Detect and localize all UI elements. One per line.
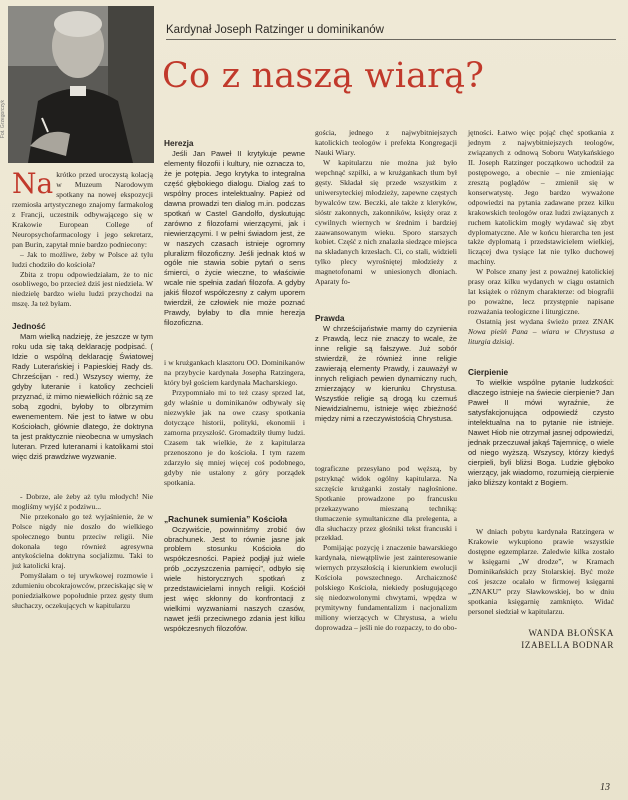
dropcap: Na [12, 167, 54, 200]
sidebar-box [12, 321, 153, 461]
paragraph: i w krużgankach klasztoru OO. Dominikanów na przybycie kardynała Josepha Ratzingera, który był gościem kardynała Macharskiego. [164, 358, 305, 388]
paragraph: W kapitularzu nie można już było wepchnąć szpilki, a w krużgankach tłum był gęsty. Składał się przede wszystkim z uniwersyteckiej młodzieży, zapewne częstych bywalców tzw. Beczki, ale także z kleryków, sióstr zakonnych, zakonników, księży oraz z cywilnych wiernych w średnim i bardziej zaawansowanym wieku. Sporo starszych kobiet. Część z nich znalazła siedzące miejsca na składanych krzesłach. Ci, co stali, widzieli tylko plecy wyrośniętej młodzieży z magnetofonami w uniesionych dłoniach. Aparaty fo- [315, 157, 457, 287]
paragraph: Pomyślałam o tej urywkowej rozmowie i zdumieniu obcokrajowców, przeciskając się w poniedziałkowe popołudnie przez gęsty tłum słuchaczy, oczekujących w kapitularzu [12, 571, 153, 611]
paragraph: - Dobrze, ale żeby aż tylu młodych! Nie mogliśmy wyjść z podziwu... [12, 491, 153, 511]
column-3 [315, 128, 457, 633]
paragraph: krótko przed uroczystą kolacją w Muzeum Narodowym spotkany na nowej ekspozycji rzemiosła artystycznego znajomy farmakolog z Francji, uczestnik odbywającego się w Krakowie European College of Neuropsychofarmacology i jego sekretarz, pan Burin, zapytał mnie bardzo podniecony: [12, 170, 153, 249]
author-signature: IZABELLA BODNAR [521, 640, 614, 651]
subheading: Herezja [164, 138, 194, 148]
column-2 [164, 128, 305, 634]
paragraph: Oczywiście, powinniśmy zrobić ów obrachunek. Jest to równie jasne jak problem stosunku Kościoła do współczesności. Papież podjął już wiele prób „oczyszczenia pamięci”, odbyło się wiele historycznych spotkań z przedstawicielami innych religii. Kościół jest więc skłonny do konfrontacji z wielkimi wyzwaniami naszych czasów, nawet jeśli przeciwnego zdania jest kilku współczesnych filozofów. [164, 524, 305, 634]
paragraph: W Polsce znany jest z poważnej katolickiej prasy oraz kilku wydanych w ciągu ostatnich lat książek o różnym charakterze: od biografii po poważne, lecz przystępnie napisane rozważania teologiczne i liturgiczne. [468, 267, 614, 317]
paragraph: tograficzne przesyłano pod węższą, by pstryknąć widok ogólny kapitularza. Na szczęście krużganki zostały nagłośnione. Spotkanie prowadzone po francusku przekazywano mieszaną techniką: tłumaczenie symultaniczne dla prelegenta, a dla słuchaczy przez głośniki tekst francuski i przekład. [315, 463, 457, 543]
portrait-image [8, 6, 154, 163]
book-title: Nowa pieśń Pana – wiara w Chrystusa a liturgia dzisiaj [468, 327, 614, 347]
paragraph: Zbita z tropu odpowiedziałam, że to nic osobliwego, bo przecież dziś jest niedziela. W niedzielę bardzo wielu ludzi przychodzi na mszę. Ja też byłam. [12, 269, 153, 309]
subheading: „Rachunek sumienia” Kościoła [164, 513, 288, 524]
paragraph: W dniach pobytu kardynała Ratzingera w Krakowie wykupiono prawie wszystkie dostępne egzemplarze. Zaledwie kilka zostało w księgarni „W drodze”, w Kramach Dominikańskich przy Stolarskiej. Być może coś jeszcze ocalało w firmowej księgarni „ZNAKU” przy Sławkowskiej, bo w dniu spotkania księgarnię zamknięto. Widać personel siedział w kapitularzu. [468, 527, 614, 617]
article-headline: Co z naszą wiarą? [162, 56, 485, 96]
subheading: Jedność [12, 321, 46, 332]
article-kicker: Kardynał Joseph Ratzinger u dominikanów [166, 24, 616, 40]
paragraph: Jeśli Jan Paweł II krytykuje pewne elementy filozofii i kultury, nie oznacza to, że je potępia. Jego krytyka to integralna część głębokiego dialogu. Dialog zaś to wspólny proces intelektualny. Papież od dawna prowadzi ten dialog m.in. podczas spotkań w Castel Gandolfo, dyskutując zarówno z filozofami wierzącymi, jak i niewierzącymi. I w pełni świadom jest, że w naszych czasach istnieje ogromny pluralizm filozoficzny. Jeśli jednak ktoś w ogóle nie stawia sobie pytań o sens śmierci, o życie wieczne, to właściwie wcale nie spełnia zadań filozofa. A gdyby jakiś filozof współczesny z całym uporem twierdził, że człowiek nie może poznać Prawdy, byłaby to dla mnie herezja filozoficzna. [164, 149, 305, 328]
page-number: 13 [600, 782, 610, 793]
paragraph: W chrześcijaństwie mamy do czynienia z Prawdą, lecz nie znaczy to wcale, że inne religie są fałszywe. Już sobór stwierdził, że również inne religie zawierają elementy Prawdy, i zauważył w innych religiach pewien dynamiczny ruch, zmierzający w kierunku Chrystusa. Wszystkie religie są drogą ku czemuś Niewidzialnemu, istnieje więc zbieżność między nimi a rzeczywistością Chrystusa. [315, 324, 457, 423]
paragraph: To wielkie wspólne pytanie ludzkości: dlaczego istnieje na świecie cierpienie? Jan Paweł II mówi wyraźnie, że satysfakcjonująca odpowiedź czysto intelektualna na to pytanie nie istnieje. Nawet Hiob nie otrzymał jasnej odpowiedzi, jednak przeczuwał jakąś Tajemnicę, o wiele od niego wyższą. Wszyscy, którzy kiedyś cierpieli, byli bliżsi Boga. Ludzie głęboko wierzący, jak wiadomo, rozumieją cierpienie jako bliższy kontakt z Bogiem. [468, 377, 614, 487]
subheading: Cierpienie [468, 366, 509, 377]
paragraph: gościa, jednego z najwybitniejszych katolickich teologów i prefekta Kongregacji Nauki Wiary. [315, 128, 457, 157]
paragraph: Ostatnią jest wydana świeżo przez ZNAK Nowa pieśń Pana – wiara w Chrystusa a liturgia dzisiaj. [468, 317, 614, 347]
photo-credit: Fot. Grzegorczyk [0, 100, 6, 139]
cardinal-portrait-photo [8, 6, 154, 163]
subheading: Prawda [315, 313, 345, 324]
paragraph: Przypomniało mi to też czasy sprzed lat, gdy właśnie u dominikanów odbywały się niezwykłe jak na owe czasy spotkania dotyczące historii, polityki, ekonomii i zamorna przyszłość. Gromadziły tłumy ludzi. Czasem tak wielkie, że z kapitularza przenoszono je do kościoła. I tym razem zdarzyło się mniej więcej coś podobnego, gdyby nie ustalony z góry porządek spotkania. [164, 388, 305, 487]
paragraph: Nie przekonało go też wyjaśnienie, że w Polsce nigdy nie doszło do wielkiego społecznego buntu przeciw religii. Nie dokonała tego również agresywna antykościelna doktryna socjalizmu. Taki to już katolicki kraj. [12, 511, 153, 571]
paragraph: Pomijając pozycję i znaczenie bawarskiego kardynała, niewątpliwie jest zainteresowanie wiernych przyszłością i kierunkiem ewolucji Kościoła powszechnego. Archaiczność polskiego Kościoła, niekiedy posługującego się niedozwolonymi chwytami, wpędza w prymitywny fundamentalizm i nacjonalizm miliony wierzących w Chrystusa, a wielu doprowadza – jeśli nie do rozpaczy, to do obo- [315, 543, 457, 633]
author-signature: WANDA BŁOŃSKA [528, 628, 614, 639]
paragraph: Mam wielką nadzieję, że jeszcze w tym roku uda się taką deklarację podpisać. ( Idzie o wspólną deklarację Światowej Rady Luterańskiej i Papieskiej Rady ds. Chrześcijan - red.) Wszyscy wiemy, że gdyby luteranie i katolicy zechcieli przyznać, iż mimo niewielkich różnic są ze sobą zgodni, byłoby to olbrzymim ewenementem. Nie jest to łatwe w obu Kościołach, głównie dlatego, że doktryna ta jest praktycznie nieobecna w umysłach luteran. Przed luteranami i katolikami stoi więc dziś prawdziwe wyzwanie. [12, 332, 153, 461]
paragraph: jętności. Łatwo więc pojąć chęć spotkania z jednym z najwybitniejszych teologów, związanych z odnową Soboru Watykańskiego II. Joseph Ratzinger początkowo uchodził za postępowego, a obecnie – nie zmieniając zresztą poglądów – zmienił się w konserwatystę. Jego bardzo wyważone odpowiedzi na pytania zadawane przez kilku krakowskich teologów oraz ludzi związanych z ruchem katolickim mogły wydawać się zbyt dyplomatyczne. Ale w końcu hierarcha ten jest także dyplomatą i przedstawicielem wielkiej, liczącej dwa tysiące lat nie tylko duchowej machiny. [468, 128, 614, 267]
column-1 [12, 167, 153, 611]
column-4 [468, 128, 614, 651]
paragraph: – Jak to możliwe, żeby w Polsce aż tylu ludzi chodziło do kościoła? [12, 249, 153, 269]
